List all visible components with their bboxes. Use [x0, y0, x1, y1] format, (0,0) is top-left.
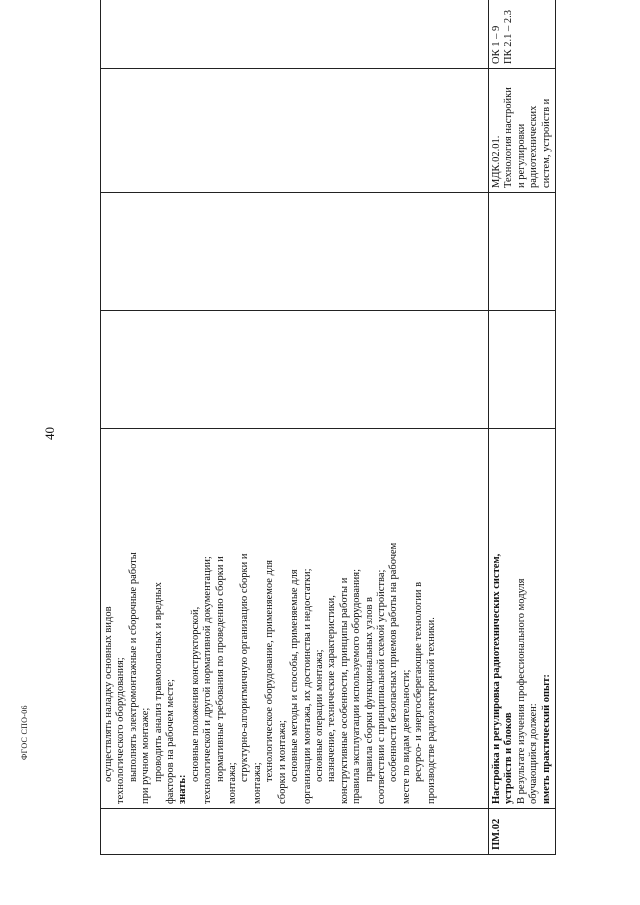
content-line: знать: [177, 774, 189, 804]
mdk-line: Технология настройки [503, 87, 515, 188]
content-line: основные положения конструкторской, [189, 606, 201, 782]
content-line: ресурсо- и энергосберегающие технологии в [413, 581, 425, 782]
mdk-lines [491, 73, 553, 188]
pm02-content-cell [489, 429, 556, 809]
competence-line: ОК 1 – 9 [491, 25, 502, 64]
mdk-line: и регулировки [515, 123, 527, 188]
row-content-cell [101, 429, 489, 809]
pm02-code-cell: ПМ.02 [489, 809, 556, 855]
content-lines [103, 433, 438, 804]
content-line: правила сборки функциональных узлов в [363, 597, 375, 782]
empty-cell-mdk [101, 69, 489, 193]
content-line: технологическое оборудование, применяемое для [264, 560, 276, 782]
mdk-line: систем, устройств и [540, 98, 552, 188]
content-line: технологического оборудования; [115, 657, 127, 804]
pm02-empty-cell-b [489, 193, 556, 311]
row-code-cell [101, 809, 489, 855]
footer-label: ФГОС СПО-06 [20, 705, 29, 760]
mdk-line: МДК.02.01. [491, 135, 502, 188]
content-line: особенности безопасных приемов работы на рабочем [388, 542, 400, 782]
pm02-content-line: обучающийся должен: [528, 703, 540, 804]
content-line: правила эксплуатации используемого оборудования; [351, 568, 363, 804]
content-line: выполнять электромонтажные и сборочные работы [127, 552, 139, 782]
content-line: факторов на рабочем месте; [165, 679, 177, 804]
pm02-mdk-cell [489, 69, 556, 193]
content-line: назначение, технические характеристики, [326, 595, 338, 782]
content-line: основные операции монтажа; [313, 649, 325, 782]
pm02-competence-cell [489, 0, 556, 69]
pm02-content-line: устройств и блоков [503, 712, 515, 804]
content-line: нормативные требования по проведению сборки и [214, 556, 226, 782]
page-number: 40 [42, 427, 57, 440]
pm02-content-line: Настройка и регулировка радиотехнических систем, [491, 553, 502, 804]
content-line: осуществлять наладку основных видов [103, 606, 114, 782]
curriculum-table-sheet [100, 10, 552, 855]
content-line: проводить анализ травмоопасных и вредных [152, 582, 164, 782]
empty-cell-a [101, 311, 489, 429]
pm02-content-lines [491, 433, 553, 804]
competence-lines [491, 0, 516, 64]
content-line: месте по видам деятельности; [400, 669, 412, 804]
content-line: технологической и другой нормативной документации; [202, 556, 214, 804]
pm02-content-line: В результате изучения профессионального модуля [515, 578, 527, 804]
competence-line: ПК 2.1 – 2.3 [503, 10, 515, 64]
content-line: монтажа; [251, 762, 263, 804]
table-row-continuation [101, 0, 489, 855]
curriculum-table [100, 0, 556, 855]
content-line: организации монтажа, их достоинства и недостатки; [301, 568, 313, 804]
table-row-pm02 [489, 0, 556, 855]
content-line: основные методы и способы, применяемые для [289, 569, 301, 782]
pm02-content-line: иметь практический опыт: [540, 674, 552, 804]
content-line: сборки и монтажа; [276, 720, 288, 804]
pm02-empty-cell-a [489, 311, 556, 429]
content-line: конструктивные особенности, принципы работы и [338, 577, 350, 804]
content-line: производстве радиоэлектронной техники. [425, 617, 437, 804]
empty-cell-b [101, 193, 489, 311]
mdk-line: радиотехнических [528, 105, 540, 188]
content-line: при ручном монтаже; [140, 707, 152, 804]
content-line: монтажа; [227, 762, 239, 804]
content-line: соответствии с принципиальной схемой устройства; [375, 569, 387, 804]
empty-cell-competence [101, 0, 489, 69]
content-line: структурно-алгоритмичную организацию сборки и [239, 553, 251, 782]
